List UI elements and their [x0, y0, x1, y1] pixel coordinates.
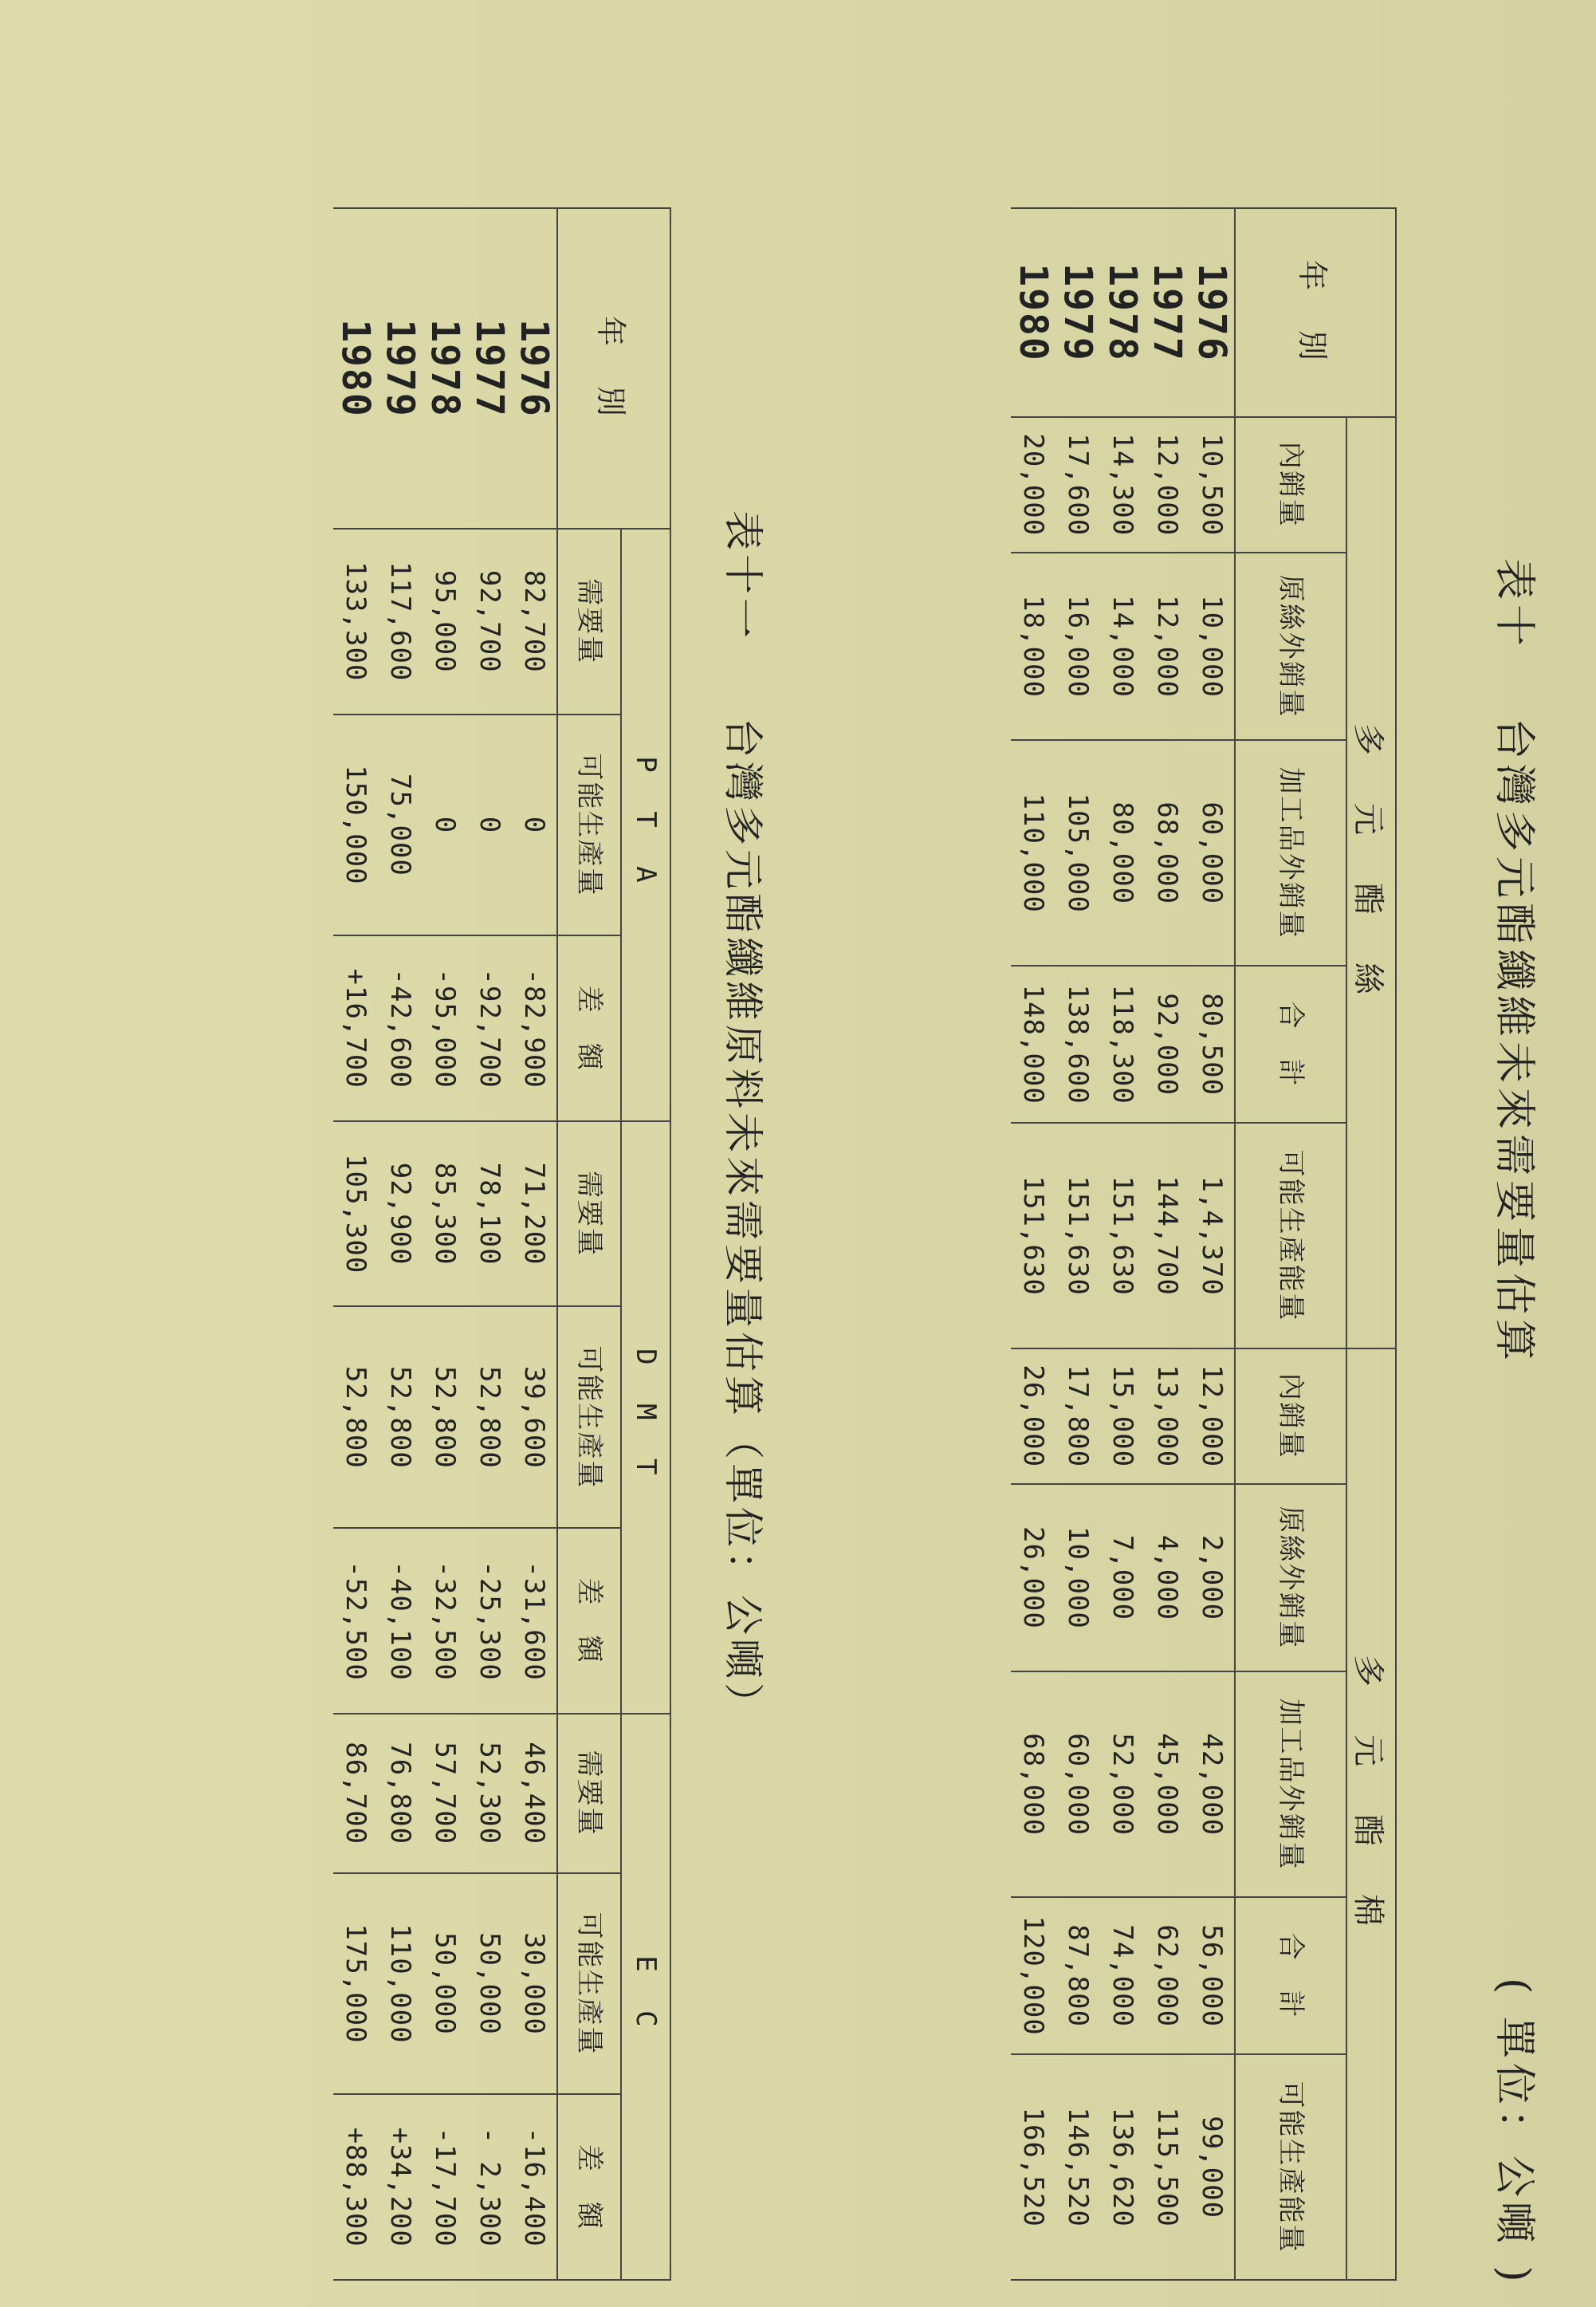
- filament-cell: 20,000: [1011, 417, 1055, 553]
- table11-number: 表十一: [720, 510, 766, 642]
- pta-cell: 75,000: [378, 715, 423, 936]
- staple-cell: 52,000: [1100, 1671, 1145, 1897]
- table11: [333, 207, 671, 2281]
- year-cell: 1976: [512, 208, 557, 529]
- year-cell: 1978: [423, 208, 467, 529]
- table11-subheader: 可能生產量: [557, 715, 621, 936]
- staple-cell: 166,520: [1011, 2054, 1055, 2280]
- filament-cell: 138,600: [1055, 966, 1100, 1123]
- table-row: [1189, 208, 1235, 2280]
- table10-subheader: 合 計: [1235, 1897, 1346, 2054]
- table-row: [512, 208, 557, 2280]
- filament-cell: 60,000: [1189, 740, 1235, 966]
- staple-cell: 74,000: [1100, 1897, 1145, 2054]
- pta-cell: 0: [423, 715, 467, 936]
- staple-cell: 13,000: [1145, 1348, 1189, 1484]
- table-row: [467, 208, 512, 2280]
- table10-subheader: 可能生產能量: [1235, 1123, 1346, 1348]
- pta-cell: 133,300: [333, 529, 378, 715]
- dmt-cell: 39,600: [512, 1306, 557, 1528]
- ec-cell: -16,400: [512, 2094, 557, 2280]
- dmt-cell: 52,800: [423, 1306, 467, 1528]
- ec-cell: 86,700: [333, 1714, 378, 1873]
- filament-cell: 12,000: [1145, 417, 1189, 553]
- ec-cell: 30,000: [512, 1873, 557, 2095]
- table10-subheader: 原絲外銷量: [1235, 553, 1346, 741]
- dmt-cell: 52,800: [333, 1306, 378, 1528]
- dmt-cell: 92,900: [378, 1121, 423, 1307]
- filament-cell: 148,000: [1011, 966, 1055, 1123]
- filament-cell: 14,300: [1100, 417, 1145, 553]
- filament-cell: 151,630: [1011, 1123, 1055, 1348]
- table11-subheader: 可能生產量: [557, 1306, 621, 1528]
- ec-cell: 57,700: [423, 1714, 467, 1873]
- dmt-cell: -40,100: [378, 1528, 423, 1714]
- pta-cell: -92,700: [467, 935, 512, 1121]
- filament-cell: 68,000: [1145, 740, 1189, 966]
- filament-cell: 151,630: [1055, 1123, 1100, 1348]
- pta-cell: -95,000: [423, 935, 467, 1121]
- ec-cell: 110,000: [378, 1873, 423, 2095]
- table10-subheader: 原絲外銷量: [1235, 1484, 1346, 1672]
- year-cell: 1978: [1100, 208, 1145, 417]
- table11-subheader: 差 額: [557, 1528, 621, 1714]
- table11-group-ec: E C: [621, 1714, 670, 2280]
- filament-cell: 151,630: [1100, 1123, 1145, 1348]
- pta-cell: -82,900: [512, 935, 557, 1121]
- table11-subheader: 差 額: [557, 2094, 621, 2280]
- year-cell: 1977: [1145, 208, 1189, 417]
- year-cell: 1976: [1189, 208, 1235, 417]
- staple-cell: 4,000: [1145, 1484, 1189, 1672]
- filament-cell: 92,000: [1145, 966, 1189, 1123]
- table-row: [378, 208, 423, 2280]
- staple-cell: 60,000: [1055, 1671, 1100, 1897]
- ec-cell: +88,300: [333, 2094, 378, 2280]
- year-cell: 1980: [333, 208, 378, 529]
- pta-cell: +16,700: [333, 935, 378, 1121]
- pta-cell: 117,600: [378, 529, 423, 715]
- year-cell: 1979: [378, 208, 423, 529]
- staple-cell: 120,000: [1011, 1897, 1055, 2054]
- ec-cell: 50,000: [423, 1873, 467, 2095]
- dmt-cell: 52,800: [467, 1306, 512, 1528]
- staple-cell: 56,000: [1189, 1897, 1235, 2054]
- table10-title: 台灣多元酯纖維未來需要量估算: [1490, 718, 1538, 1366]
- staple-cell: 115,500: [1145, 2054, 1189, 2280]
- table11-year-header: 年 別: [557, 208, 670, 529]
- dmt-cell: 105,300: [333, 1121, 378, 1307]
- filament-cell: 80,000: [1100, 740, 1145, 966]
- filament-cell: 12,000: [1145, 553, 1189, 741]
- table10-group-staple: 多元酯棉: [1346, 1348, 1396, 2280]
- staple-cell: 26,000: [1011, 1484, 1055, 1672]
- dmt-cell: 71,200: [512, 1121, 557, 1307]
- ec-cell: -17,700: [423, 2094, 467, 2280]
- table10-unit: ( 單位：公噸 ): [1490, 1978, 1538, 2287]
- ec-cell: 76,800: [378, 1714, 423, 1873]
- dmt-cell: -52,500: [333, 1528, 378, 1714]
- ec-cell: 50,000: [467, 1873, 512, 2095]
- ec-cell: 175,000: [333, 1873, 378, 2095]
- dmt-cell: -25,300: [467, 1528, 512, 1714]
- table-row: [1011, 208, 1055, 2280]
- pta-cell: 95,000: [423, 529, 467, 715]
- staple-cell: 68,000: [1011, 1671, 1055, 1897]
- table10-subheader: 加工品外銷量: [1235, 1671, 1346, 1897]
- table11-subheader: 需要量: [557, 1714, 621, 1873]
- filament-cell: 17,600: [1055, 417, 1100, 553]
- table-row: [333, 208, 378, 2280]
- pta-cell: 0: [512, 715, 557, 936]
- ec-cell: 46,400: [512, 1714, 557, 1873]
- staple-cell: 7,000: [1100, 1484, 1145, 1672]
- table10: [1011, 207, 1397, 2281]
- filament-cell: 144,700: [1145, 1123, 1189, 1348]
- staple-cell: 10,000: [1055, 1484, 1100, 1672]
- filament-cell: 18,000: [1011, 553, 1055, 741]
- dmt-cell: 52,800: [378, 1306, 423, 1528]
- staple-cell: 42,000: [1189, 1671, 1235, 1897]
- table10-number: 表十: [1490, 558, 1538, 652]
- dmt-cell: 78,100: [467, 1121, 512, 1307]
- staple-cell: 45,000: [1145, 1671, 1189, 1897]
- table10-year-header: 年 別: [1235, 208, 1396, 417]
- year-cell: 1977: [467, 208, 512, 529]
- table10-subheader: 內銷量: [1235, 417, 1346, 553]
- staple-cell: 99,000: [1189, 2054, 1235, 2280]
- table-row: [1145, 208, 1189, 2280]
- year-cell: 1979: [1055, 208, 1100, 417]
- table11-group-pta: P T A: [621, 529, 670, 1121]
- table10-subheader: 可能生產能量: [1235, 2054, 1346, 2280]
- filament-cell: 110,000: [1011, 740, 1055, 966]
- table11-subheader: 差 額: [557, 935, 621, 1121]
- filament-cell: 80,500: [1189, 966, 1235, 1123]
- staple-cell: 62,000: [1145, 1897, 1189, 2054]
- table-row: [1100, 208, 1145, 2280]
- staple-cell: 17,800: [1055, 1348, 1100, 1484]
- pta-cell: -42,600: [378, 935, 423, 1121]
- table10-subheader: 合 計: [1235, 966, 1346, 1123]
- ec-cell: +34,200: [378, 2094, 423, 2280]
- table11-group-dmt: D M T: [621, 1121, 670, 1714]
- staple-cell: 26,000: [1011, 1348, 1055, 1484]
- ec-cell: 52,300: [467, 1714, 512, 1873]
- table11-title: 台灣多元酯纖維原料未來需要量估算（單位：公噸）: [720, 718, 766, 1726]
- filament-cell: 10,500: [1189, 417, 1235, 553]
- table11-subheader: 需要量: [557, 529, 621, 715]
- dmt-cell: -32,500: [423, 1528, 467, 1714]
- ec-cell: - 2,300: [467, 2094, 512, 2280]
- staple-cell: 146,520: [1055, 2054, 1100, 2280]
- filament-cell: 10,000: [1189, 553, 1235, 741]
- staple-cell: 136,620: [1100, 2054, 1145, 2280]
- dmt-cell: -31,600: [512, 1528, 557, 1714]
- filament-cell: 118,300: [1100, 966, 1145, 1123]
- filament-cell: 1,4,370: [1189, 1123, 1235, 1348]
- pta-cell: 82,700: [512, 529, 557, 715]
- table11-subheader: 需要量: [557, 1121, 621, 1307]
- staple-cell: 87,800: [1055, 1897, 1100, 2054]
- table10-subheader: 內銷量: [1235, 1348, 1346, 1484]
- pta-cell: 150,000: [333, 715, 378, 936]
- filament-cell: 105,000: [1055, 740, 1100, 966]
- table-row: [423, 208, 467, 2280]
- filament-cell: 16,000: [1055, 553, 1100, 741]
- table10-group-filament: 多元酯絲: [1346, 417, 1396, 1348]
- year-cell: 1980: [1011, 208, 1055, 417]
- table10-subheader: 加工品外銷量: [1235, 740, 1346, 966]
- staple-cell: 2,000: [1189, 1484, 1235, 1672]
- table-row: [1055, 208, 1100, 2280]
- pta-cell: 92,700: [467, 529, 512, 715]
- table11-subheader: 可能生產量: [557, 1873, 621, 2095]
- dmt-cell: 85,300: [423, 1121, 467, 1307]
- pta-cell: 0: [467, 715, 512, 936]
- staple-cell: 15,000: [1100, 1348, 1145, 1484]
- filament-cell: 14,000: [1100, 553, 1145, 741]
- staple-cell: 12,000: [1189, 1348, 1235, 1484]
